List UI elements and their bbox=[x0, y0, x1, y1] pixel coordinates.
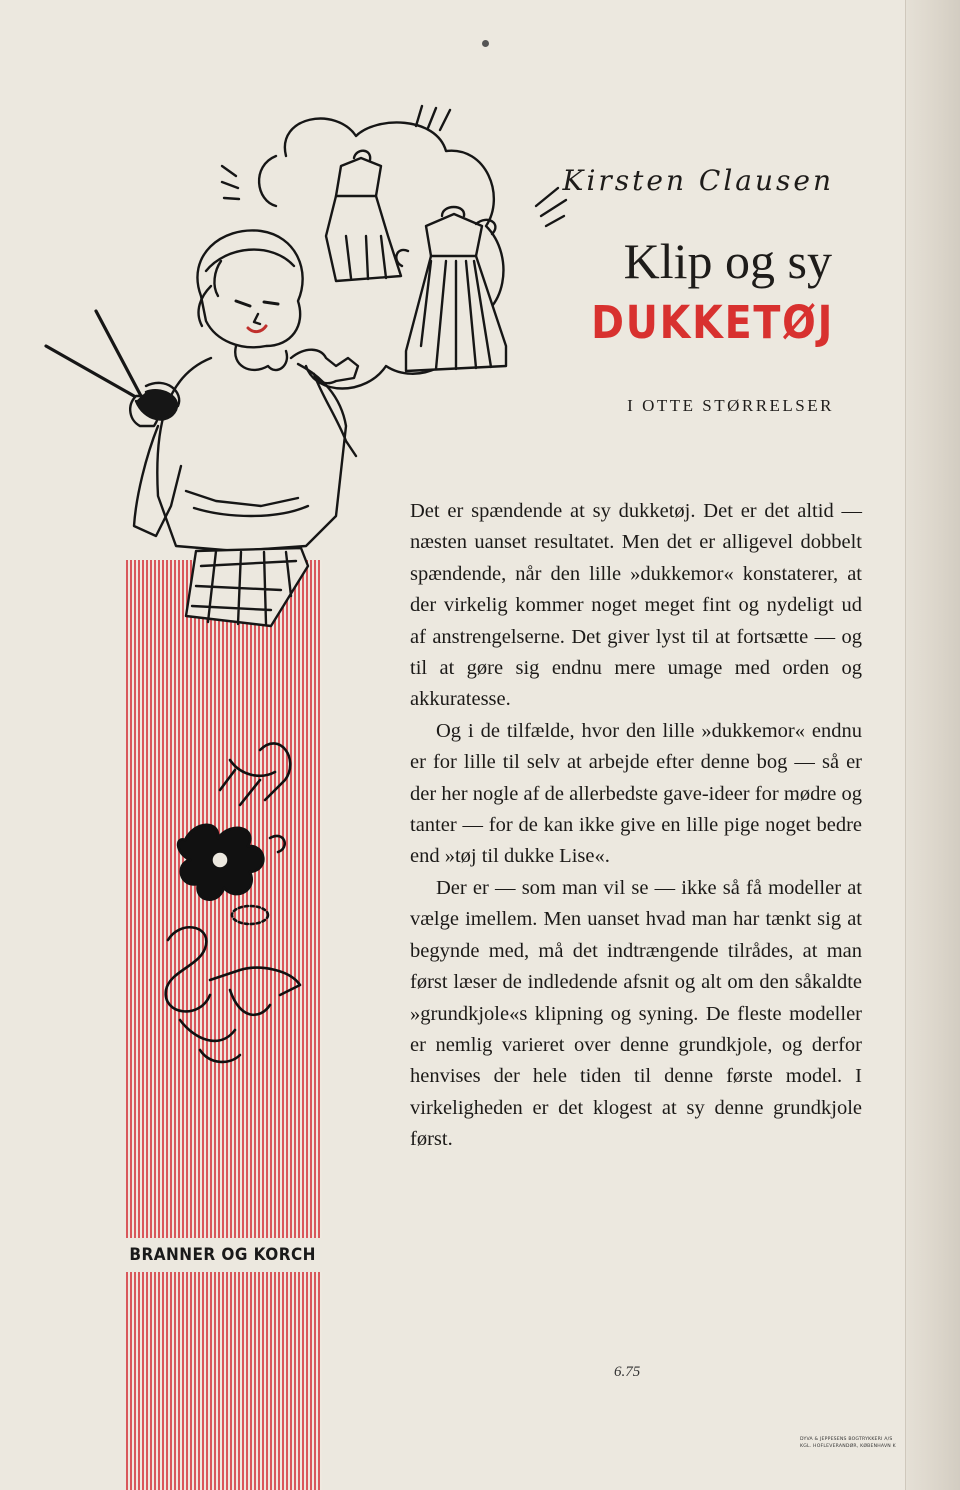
publisher-name: BRANNER OG KORCH bbox=[129, 1245, 317, 1265]
page-edge-shadow bbox=[905, 0, 960, 1490]
klip-og-sy-flourish-decoration bbox=[140, 720, 310, 1080]
author-name: Kirsten Clausen bbox=[562, 164, 834, 197]
speck bbox=[482, 40, 489, 47]
blurb-paragraph-3: Der er — som man vil se — ikke så få modeller at vælge imellem. Men uanset hvad man har tænkt sig at begynde med, må det indtrængende tilrådes, at man først læser de indledende afsnit og alt om den såkaldte »grundkjole«s klipning og syning. De fleste modeller er nemlig varieret over denne grundkjole, og derfor henvises der hele tiden til denne første model. I virkeligheden er det klogest at sy denne grundkjole først. bbox=[410, 876, 862, 1151]
publisher-band bbox=[118, 1238, 328, 1272]
price-label: 6.75 bbox=[614, 1364, 641, 1380]
book-title: Klip og sy bbox=[623, 233, 832, 289]
blurb-text bbox=[410, 496, 862, 1156]
printer-line-1: DYVA & JEPPESENS BOGTRYKKERI A/S bbox=[800, 1437, 893, 1442]
book-subtitle: DUKKETØJ bbox=[591, 296, 834, 349]
blurb-paragraph-2: Og i de tilfælde, hvor den lille »dukkemor« endnu er for lille til selv at arbejde efter denne bog — så er der her nogle af de allerbedste gave-ideer for mødre og tanter — for de kan ikke give en lille pige noget bedre end »tøj til dukke Lise«. bbox=[410, 719, 862, 868]
book-tagline: I OTTE STØRRELSER bbox=[627, 396, 834, 415]
blurb-paragraph-1: Det er spændende at sy dukketøj. Det er det altid — næsten uanset resultatet. Men det er alligevel dobbelt spændende, når den lille »dukkemor« konstaterer, at der virkelig kommer noget meget fint og nydeligt ud af anstrengelserne. Det giver lyst til at fortsætte — og til at gøre sig endnu mere umage med orden og akkuratesse. bbox=[410, 500, 862, 711]
printer-line-2: KGL. HOFLEVERANDØR, KØBENHAVN K bbox=[800, 1444, 896, 1449]
